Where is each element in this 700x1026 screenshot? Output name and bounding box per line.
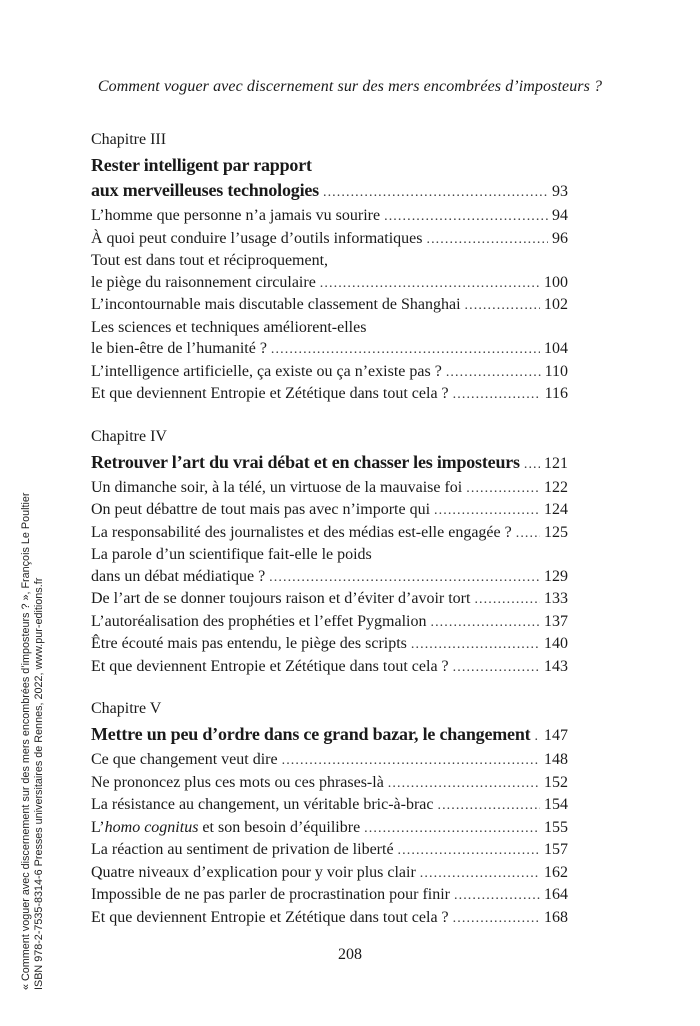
toc-entry-title: Ce que changement veut dire (91, 751, 278, 768)
toc-entry (91, 633, 568, 656)
leader-dots (411, 634, 540, 656)
leader-dots (282, 750, 540, 772)
page-ref: 154 (544, 796, 568, 813)
chapter-title: Mettre un peu d’ordre dans ce grand bazar, le changement (91, 724, 531, 744)
toc-entry (91, 839, 568, 862)
toc-entry-title: À quoi peut conduire l’usage d’outils informatiques (91, 229, 423, 247)
chapter-title-line1: Rester intelligent par rapport (91, 155, 312, 175)
page-ref: 116 (544, 385, 568, 402)
leader-dots (466, 478, 540, 500)
chapter-title: Retrouver l’art du vrai débat et en chasser les imposteurs (91, 451, 520, 472)
toc-entry-title: L’homme que personne n’a jamais vu sourire (91, 207, 381, 224)
leader-dots (453, 908, 540, 930)
page-ref: 104 (544, 340, 568, 357)
side-credit-line2: ISBN 978-2-7535-8314-6 Presses universitaires de Rennes, 2022, www.pur-editions.fr (33, 577, 45, 990)
toc-entry-first-line: Tout est dans tout et réciproquement, (91, 252, 329, 269)
chapter-3 (91, 130, 568, 406)
toc-entry-title: Un dimanche soir, à la télé, un virtuose de la mauvaise foi (91, 478, 463, 496)
toc-entry (91, 907, 568, 930)
toc-entry-title: L’autoréalisation des prophéties et l’effet Pygmalion (91, 612, 427, 630)
page-ref: 147 (544, 727, 568, 744)
page-ref: 93 (552, 183, 568, 200)
page-ref: 133 (544, 590, 568, 607)
leader-dots (430, 612, 540, 634)
page-ref: 125 (544, 523, 568, 541)
toc-entry (91, 884, 568, 907)
page-ref: 162 (544, 863, 568, 881)
running-head: Comment voguer avec discernement sur des mers encombrées d’imposteurs ? (97, 78, 603, 95)
chapter-title-entry (91, 450, 568, 477)
leader-dots (453, 657, 540, 679)
page-ref: 148 (544, 751, 568, 768)
toc-entry (91, 361, 568, 384)
leader-dots (516, 523, 540, 545)
page-ref: 122 (544, 478, 568, 496)
leader-dots (437, 795, 540, 817)
chapter-4 (91, 427, 568, 679)
chapter-label: Chapitre IV (91, 427, 167, 445)
leader-dots (454, 885, 540, 907)
page-ref: 155 (544, 818, 568, 836)
table-of-contents (91, 130, 568, 950)
toc-entry (91, 272, 568, 295)
toc-entry (91, 338, 568, 361)
toc-entry-first-line: Les sciences et techniques améliorent-elles (91, 318, 367, 336)
page-ref: 96 (552, 229, 568, 247)
toc-entry (91, 522, 568, 545)
toc-entry-title: Impossible de ne pas parler de procrastination pour finir (91, 886, 450, 903)
leader-dots (434, 500, 540, 522)
leader-dots (420, 863, 540, 885)
toc-entry-title: On peut débattre de tout mais pas avec n’importe qui (91, 501, 431, 518)
page-ref: 102 (544, 296, 568, 313)
toc-entry (91, 772, 568, 795)
leader-dots (426, 229, 548, 251)
chapter-title-entry (91, 178, 568, 205)
page-ref: 143 (544, 657, 568, 675)
page-number: 208 (338, 946, 362, 963)
page-ref: 140 (544, 635, 568, 652)
toc-entry (91, 749, 568, 772)
chapter-label: Chapitre III (91, 131, 167, 148)
toc-entry-title: et son besoin d’équilibre (198, 818, 361, 836)
leader-dots (271, 339, 540, 361)
side-credit-line1: « Comment voguer avec discernement sur des mers encombrées d’imposteurs ? », François Le Poultier (20, 492, 32, 990)
toc-entry-title: La résistance au changement, un véritable bric-à-brac (91, 796, 434, 813)
toc-entry (91, 294, 568, 317)
toc-entry (91, 656, 568, 679)
leader-dots (453, 384, 541, 406)
toc-entry (91, 499, 568, 522)
toc-entry (91, 817, 568, 840)
toc-entry-title: Quatre niveaux d’explication pour y voir plus clair (91, 863, 416, 881)
chapter-label: Chapitre V (91, 700, 162, 717)
leader-dots (398, 840, 540, 862)
page-ref: 168 (544, 908, 568, 926)
toc-entry-title: dans un débat médiatique ? (91, 567, 266, 585)
page-ref: 94 (552, 207, 568, 224)
page-ref: 124 (544, 501, 568, 518)
chapter-title-line2: aux merveilleuses technologies (91, 180, 319, 200)
chapter-title-entry (91, 722, 568, 749)
side-credit (20, 493, 46, 990)
toc-entry-title: le bien-être de l’humanité ? (91, 340, 267, 357)
page-ref: 164 (544, 886, 568, 903)
toc-entry-title: De l’art de se donner toujours raison et d’éviter d’avoir tort (91, 590, 471, 607)
leader-dots (446, 362, 541, 384)
toc-entry (91, 383, 568, 406)
toc-entry-title: La réaction au sentiment de privation de liberté (91, 841, 394, 858)
toc-entry-title: L’intelligence artificielle, ça existe ou ça n’existe pas ? (91, 362, 442, 380)
toc-entry (91, 228, 568, 251)
leader-dots (320, 273, 540, 295)
toc-entry (91, 566, 568, 589)
leader-dots (474, 589, 540, 611)
toc-entry (91, 794, 568, 817)
page-ref: 129 (544, 567, 568, 585)
toc-entry-title: Ne prononcez plus ces mots ou ces phrases-là (91, 773, 384, 791)
page-ref: 100 (544, 273, 568, 291)
leader-dots (465, 295, 540, 317)
toc-entry-title: le piège du raisonnement circulaire (91, 273, 316, 291)
page-ref: 110 (544, 362, 568, 380)
toc-entry-title: Et que deviennent Entropie et Zététique dans tout cela ? (91, 908, 449, 926)
toc-entry (91, 611, 568, 634)
page-ref: 121 (544, 454, 568, 472)
leader-dots (269, 567, 540, 589)
toc-entry (91, 477, 568, 500)
toc-entry (91, 862, 568, 885)
page-ref: 157 (544, 841, 568, 858)
toc-entry (91, 205, 568, 228)
toc-entry (91, 588, 568, 611)
toc-entry-title: Et que deviennent Entropie et Zététique dans tout cela ? (91, 385, 449, 402)
leader-dots (524, 452, 540, 477)
toc-entry-prefix: L’ (91, 818, 105, 836)
toc-entry-title: Être écouté mais pas entendu, le piège des scripts (91, 635, 407, 652)
toc-entry-title: Et que deviennent Entropie et Zététique dans tout cela ? (91, 657, 449, 675)
toc-entry-title: L’incontournable mais discutable classement de Shanghai (91, 296, 461, 313)
toc-entry-first-line: La parole d’un scientifique fait-elle le poids (91, 546, 372, 563)
toc-entry-title-composite (91, 817, 360, 839)
leader-dots (388, 773, 540, 795)
leader-dots (323, 180, 548, 205)
page-ref: 137 (544, 612, 568, 630)
page-ref: 152 (544, 773, 568, 791)
leader-dots (384, 206, 548, 228)
toc-entry-title: La responsabilité des journalistes et des médias est-elle engagée ? (91, 523, 512, 541)
leader-dots (534, 724, 540, 749)
chapter-5 (91, 699, 568, 929)
toc-entry-italic: homo cognitus (104, 818, 199, 836)
leader-dots (364, 818, 540, 840)
